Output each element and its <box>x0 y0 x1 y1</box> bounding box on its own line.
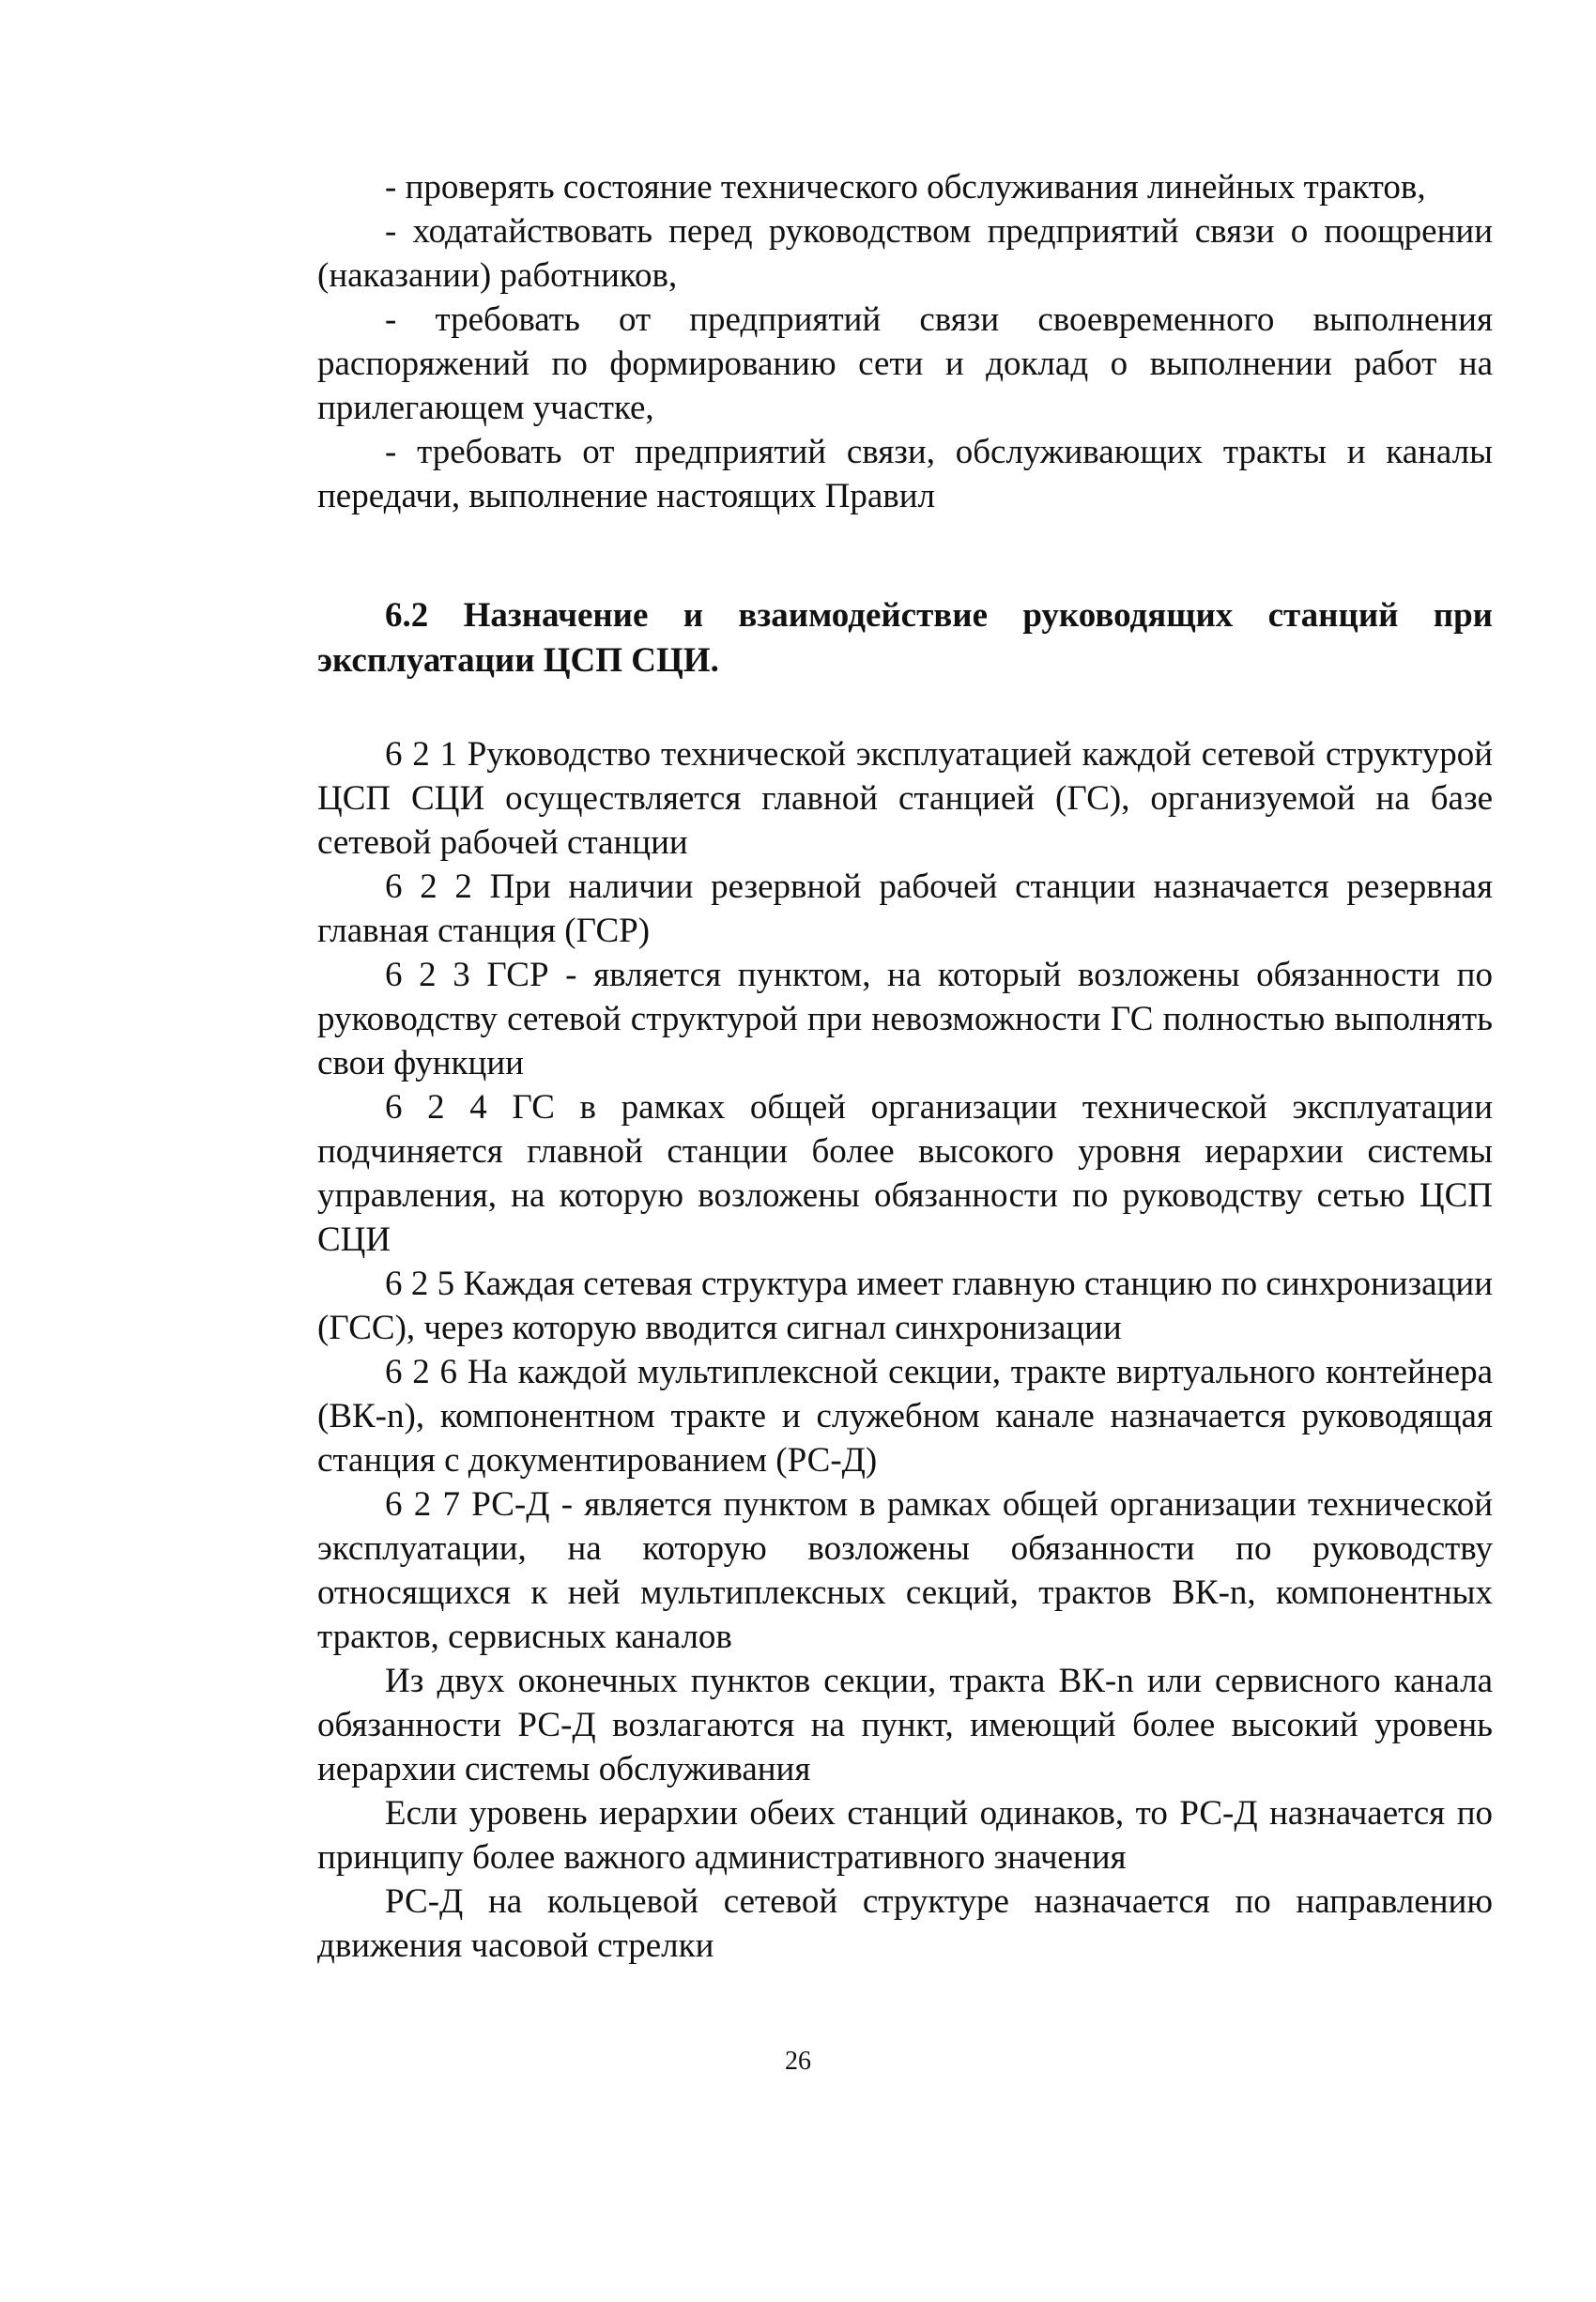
duties-list <box>317 165 1493 518</box>
list-item: - ходатайствовать перед руководством предприятий связи о поощрении (наказании) работников, <box>317 212 1493 295</box>
section-heading: 6.2 Назначение и взаимодействие руководящих станций при эксплуатации ЦСП СЦИ. <box>317 596 1493 680</box>
list-item: - требовать от предприятий связи своевременного выполнения распоряжений по формированию сети и доклад о выполнении работ на прилегающем участке, <box>317 300 1493 427</box>
list-item: - требовать от предприятий связи, обслуживающих тракты и каналы передачи, выполнение настоящих Правил <box>317 433 1493 515</box>
paragraph: 6 2 7 РС-Д - является пунктом в рамках общей организации технической эксплуатации, на которую возложены обязанности по руководству относящихся к ней мультиплексных секций, трактов ВК-n, компонентных трактов, сервисных каналов <box>317 1485 1493 1656</box>
paragraph: 6 2 6 На каждой мультиплексной секции, тракте виртуального контейнера (ВК-n), компонентном тракте и служебном канале назначается руководящая станция с документированием (РС-Д) <box>317 1353 1493 1480</box>
section-body <box>317 732 1493 1968</box>
paragraph: 6 2 4 ГС в рамках общей организации технической эксплуатации подчиняется главной станции более высокого уровня иерархии системы управления, на которую возложены обязанности по руководству сетью ЦСП СЦИ <box>317 1088 1493 1259</box>
list-item: - проверять состояние технического обслуживания линейных трактов, <box>385 168 1426 207</box>
paragraph: РС-Д на кольцевой сетевой структуре назначается по направлению движения часовой стрелки <box>317 1882 1493 1965</box>
paragraph: Если уровень иерархии обеих станций одинаков, то РС-Д назначается по принципу более важного административного значения <box>317 1794 1493 1877</box>
paragraph: 6 2 1 Руководство технической эксплуатацией каждой сетевой структурой ЦСП СЦИ осуществляется главной станцией (ГС), организуемой на базе сетевой рабочей станции <box>317 735 1493 862</box>
paragraph: 6 2 5 Каждая сетевая структура имеет главную станцию по синхронизации (ГСС), через которую вводится сигнал синхронизации <box>317 1265 1493 1347</box>
paragraph: 6 2 2 При наличии резервной рабочей станции назначается резервная главная станция (ГСР) <box>317 867 1493 950</box>
paragraph: Из двух оконечных пунктов секции, тракта ВК-n или сервисного канала обязанности РС-Д возлагаются на пункт, имеющий более высокий уровень иерархии системы обслуживания <box>317 1662 1493 1788</box>
page-number: 26 <box>785 2047 811 2076</box>
paragraph: 6 2 3 ГСР - является пунктом, на который возложены обязанности по руководству сетевой структурой при невозможности ГС полностью выполнять свои функции <box>317 956 1493 1082</box>
